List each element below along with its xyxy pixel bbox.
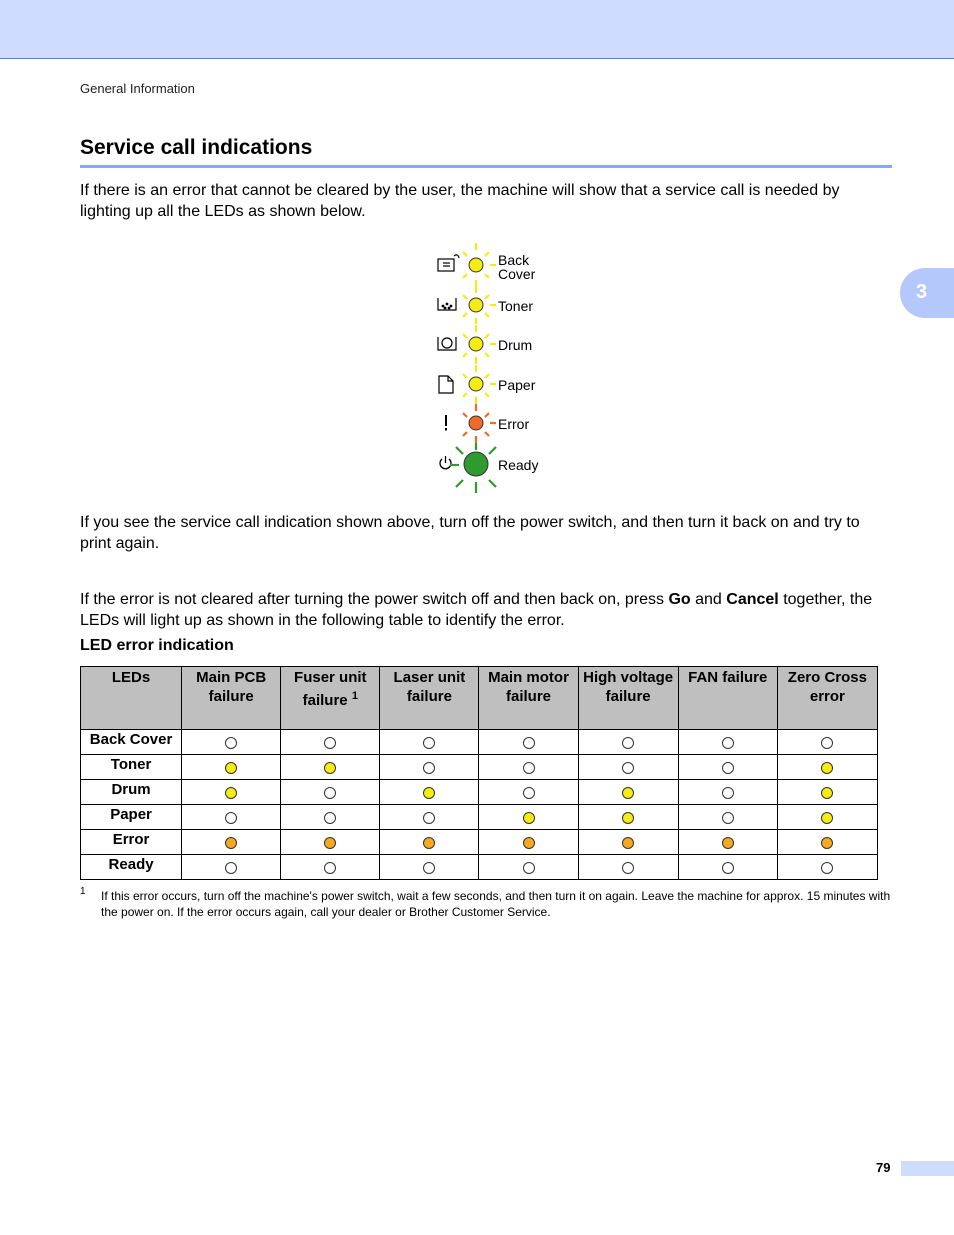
led-table-body [81, 730, 878, 880]
section-title: Service call indications [80, 136, 313, 159]
led-row-ready [440, 443, 538, 493]
led-off-indicator [622, 762, 634, 774]
led-yellow-indicator [225, 762, 237, 774]
footnote-text: If this error occurs, turn off the machine's power switch, wait a few seconds, and then turn it on again. Leave the machine for approx. 15 minutes with the power on. If the error occurs again, call your dealer or Brother Customer Service. [101, 889, 891, 919]
col-header-leds: LEDs [81, 667, 182, 730]
cancel-key-label: Cancel [726, 591, 779, 608]
footnote-mark: 1 [80, 886, 86, 897]
service-call-led-diagram [430, 240, 560, 500]
led-state-cell [678, 755, 777, 780]
para3-part-c: together, the LEDs will light up as shown in the following table to identify the error. [80, 591, 873, 629]
led-yellow-indicator [523, 812, 535, 824]
led-state-cell [678, 730, 777, 755]
led-orange-indicator [324, 837, 336, 849]
led-off-indicator [324, 812, 336, 824]
led-state-cell [380, 805, 479, 830]
row-header-led: Drum [81, 780, 182, 805]
led-state-cell [578, 805, 678, 830]
led-state-cell [380, 780, 479, 805]
led-state-cell [380, 755, 479, 780]
led-row-error [445, 404, 529, 443]
led-row-toner [438, 286, 533, 324]
table-header-row [81, 667, 878, 730]
led-state-cell [777, 730, 877, 755]
col-header-main-pcb: Main PCB failure [182, 667, 281, 730]
led-off-indicator [523, 787, 535, 799]
power-icon [440, 456, 451, 469]
led-error [469, 416, 483, 430]
led-off-indicator [821, 737, 833, 749]
led-error-table [80, 666, 878, 880]
intro-paragraph: If there is an error that cannot be cleared by the user, the machine will show that a service call is needed by lighting up all the LEDs as shown below. [80, 182, 840, 220]
col-header-main-motor: Main motor failure [479, 667, 578, 730]
led-off-indicator [622, 862, 634, 874]
led-state-cell [678, 855, 777, 880]
go-cancel-instructions [80, 589, 892, 631]
drum-icon [438, 337, 456, 350]
led-yellow-indicator [821, 812, 833, 824]
col-header-laser: Laser unit failure [380, 667, 479, 730]
row-header-led: Paper [81, 805, 182, 830]
led-label-drum: Drum [498, 337, 533, 353]
led-state-cell [281, 730, 380, 755]
led-off-indicator [423, 812, 435, 824]
led-state-cell [281, 755, 380, 780]
led-label-back-cover-line1: Back [498, 252, 530, 268]
led-state-cell [380, 730, 479, 755]
led-yellow-indicator [225, 787, 237, 799]
led-state-cell [281, 855, 380, 880]
led-row-paper [439, 365, 536, 404]
led-off-indicator [622, 737, 634, 749]
led-off-indicator [821, 862, 833, 874]
led-state-cell [182, 730, 281, 755]
led-state-cell [479, 730, 578, 755]
led-yellow-indicator [622, 787, 634, 799]
title-underline [80, 165, 892, 168]
table-row [81, 805, 878, 830]
led-off-indicator [324, 737, 336, 749]
go-key-label: Go [668, 591, 691, 608]
led-yellow-indicator [423, 787, 435, 799]
led-off-indicator [722, 762, 734, 774]
table-row [81, 780, 878, 805]
led-state-cell [479, 830, 578, 855]
led-state-cell [380, 855, 479, 880]
col-header-fuser-label: Fuser unit failure [294, 669, 367, 709]
led-state-cell [678, 805, 777, 830]
led-orange-indicator [423, 837, 435, 849]
chapter-number: 3 [916, 281, 928, 303]
service-call-instructions: If you see the service call indication shown above, turn off the power switch, and then turn it back on and try to print again. [80, 514, 860, 552]
led-state-cell [578, 855, 678, 880]
led-label-paper: Paper [498, 377, 536, 393]
led-off-indicator [523, 737, 535, 749]
led-back-cover [469, 258, 483, 272]
led-state-cell [578, 730, 678, 755]
led-row-back-cover [438, 243, 536, 286]
table-row [81, 730, 878, 755]
led-orange-indicator [821, 837, 833, 849]
led-orange-indicator [722, 837, 734, 849]
led-state-cell [777, 855, 877, 880]
table-row [81, 855, 878, 880]
led-state-cell [479, 780, 578, 805]
led-off-indicator [423, 737, 435, 749]
led-off-indicator [324, 787, 336, 799]
table-row [81, 755, 878, 780]
led-state-cell [777, 830, 877, 855]
led-state-cell [479, 855, 578, 880]
led-off-indicator [423, 862, 435, 874]
led-off-indicator [722, 862, 734, 874]
led-orange-indicator [225, 837, 237, 849]
row-header-led: Ready [81, 855, 182, 880]
led-off-indicator [722, 812, 734, 824]
paper-icon [439, 376, 453, 393]
led-orange-indicator [523, 837, 535, 849]
led-state-cell [479, 755, 578, 780]
led-state-cell [479, 805, 578, 830]
led-state-cell [578, 755, 678, 780]
row-header-led: Toner [81, 755, 182, 780]
led-yellow-indicator [622, 812, 634, 824]
led-off-indicator [324, 862, 336, 874]
led-off-indicator [722, 737, 734, 749]
col-header-fan: FAN failure [678, 667, 777, 730]
led-off-indicator [523, 762, 535, 774]
led-state-cell [182, 755, 281, 780]
table-caption: LED error indication [80, 637, 234, 654]
led-off-indicator [225, 812, 237, 824]
led-state-cell [777, 780, 877, 805]
exclamation-icon [445, 415, 447, 431]
breadcrumb: General Information [80, 81, 195, 96]
led-off-indicator [225, 862, 237, 874]
led-yellow-indicator [821, 762, 833, 774]
row-header-led: Back Cover [81, 730, 182, 755]
led-state-cell [777, 755, 877, 780]
col-header-zero-cross: Zero Cross error [777, 667, 877, 730]
led-state-cell [678, 830, 777, 855]
para3-part-b: and [690, 591, 727, 608]
col-header-fuser [281, 667, 380, 730]
led-off-indicator [722, 787, 734, 799]
led-ready [464, 452, 488, 476]
led-state-cell [281, 830, 380, 855]
page-footer-bar [901, 1161, 954, 1176]
led-state-cell [678, 780, 777, 805]
row-header-led: Error [81, 830, 182, 855]
led-label-back-cover-2 [498, 266, 536, 282]
led-state-cell [182, 855, 281, 880]
back-cover-icon [438, 255, 459, 271]
led-off-indicator [523, 862, 535, 874]
led-yellow-indicator [821, 787, 833, 799]
led-state-cell [578, 780, 678, 805]
led-state-cell [182, 805, 281, 830]
para3-part-a: If the error is not cleared after turning the power switch off and then back on, press [80, 591, 669, 608]
page-header-bar [0, 0, 954, 59]
led-label-back-cover-line2: Cover [498, 266, 536, 282]
chapter-tab [900, 268, 954, 318]
footnote-ref: 1 [351, 690, 358, 702]
led-state-cell [281, 805, 380, 830]
page-number: 79 [876, 1160, 891, 1175]
led-state-cell [182, 780, 281, 805]
led-state-cell [578, 830, 678, 855]
led-label-error: Error [498, 416, 530, 432]
led-toner [469, 298, 483, 312]
led-orange-indicator [622, 837, 634, 849]
table-row [81, 830, 878, 855]
led-state-cell [182, 830, 281, 855]
toner-icon [438, 298, 456, 310]
led-label-toner: Toner [498, 298, 534, 314]
led-off-indicator [225, 737, 237, 749]
led-off-indicator [423, 762, 435, 774]
col-header-high-voltage: High voltage failure [578, 667, 678, 730]
led-yellow-indicator [324, 762, 336, 774]
led-state-cell [777, 805, 877, 830]
led-state-cell [380, 830, 479, 855]
led-paper [469, 377, 483, 391]
led-drum [469, 337, 483, 351]
led-label-ready: Ready [498, 457, 539, 473]
led-state-cell [281, 780, 380, 805]
led-row-drum [438, 325, 532, 364]
